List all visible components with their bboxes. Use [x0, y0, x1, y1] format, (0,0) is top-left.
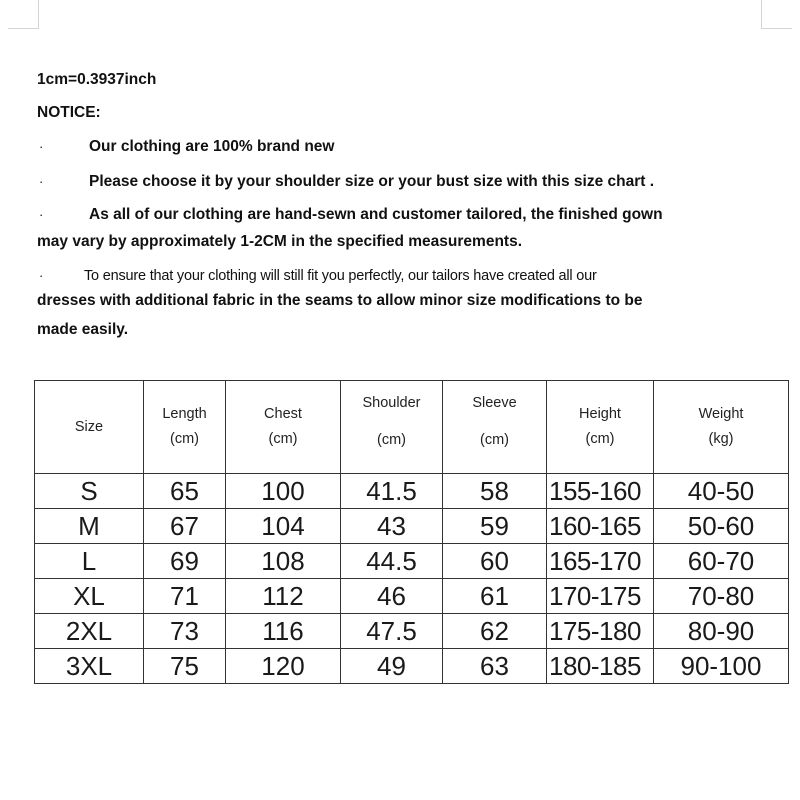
sleeve-cell: 63 — [443, 649, 547, 684]
weight-cell: 40-50 — [654, 474, 789, 509]
size-cell: S — [35, 474, 144, 509]
table-row — [35, 649, 789, 684]
height-cell: 175-180 — [547, 614, 654, 649]
notice-text: To ensure that your clothing will still fit you perfectly, our tailors have created all our — [84, 268, 597, 284]
bullet-icon: · — [39, 268, 44, 283]
shoulder-cell: 46 — [341, 579, 443, 614]
sleeve-cell: 59 — [443, 509, 547, 544]
sleeve-cell: 60 — [443, 544, 547, 579]
column-header-length — [144, 381, 226, 474]
size-cell: XL — [35, 579, 144, 614]
column-header-label: Weight — [698, 406, 744, 422]
column-header-unit: (cm) — [585, 431, 615, 447]
weight-cell: 80-90 — [654, 614, 789, 649]
height-cell: 170-175 — [547, 579, 654, 614]
table-row — [35, 509, 789, 544]
sleeve-cell: 58 — [443, 474, 547, 509]
height-cell: 160-165 — [547, 509, 654, 544]
bullet-icon: · — [39, 207, 44, 222]
column-header-label: Size — [74, 418, 104, 435]
chest-cell: 108 — [226, 544, 341, 579]
height-cell: 165-170 — [547, 544, 654, 579]
height-cell: 180-185 — [547, 649, 654, 684]
bullet-icon: · — [39, 139, 44, 154]
table-row — [35, 579, 789, 614]
column-header-label: Height — [579, 406, 621, 422]
chest-cell: 100 — [226, 474, 341, 509]
shoulder-cell: 47.5 — [341, 614, 443, 649]
column-header-unit: (cm) — [268, 431, 298, 447]
size-cell: 3XL — [35, 649, 144, 684]
length-cell: 75 — [144, 649, 226, 684]
size-cell: M — [35, 509, 144, 544]
notice-text-continued: dresses with additional fabric in the seams to allow minor size modifications to be — [37, 292, 643, 309]
notice-heading: NOTICE: — [37, 104, 101, 121]
length-cell: 69 — [144, 544, 226, 579]
column-header-size — [35, 381, 144, 474]
table-row — [35, 614, 789, 649]
size-cell: L — [35, 544, 144, 579]
column-header-unit: (cm) — [170, 431, 199, 447]
column-header-height — [547, 381, 654, 474]
height-cell: 155-160 — [547, 474, 654, 509]
chest-cell: 112 — [226, 579, 341, 614]
size-chart-table — [34, 380, 789, 684]
notice-text-continued: made easily. — [37, 321, 129, 338]
column-header-chest — [226, 381, 341, 474]
shoulder-cell: 41.5 — [341, 474, 443, 509]
chest-cell: 120 — [226, 649, 341, 684]
column-header-label: Length — [162, 406, 207, 422]
table-row — [35, 474, 789, 509]
bullet-icon: · — [39, 174, 44, 189]
length-cell: 67 — [144, 509, 226, 544]
chest-cell: 104 — [226, 509, 341, 544]
weight-cell: 90-100 — [654, 649, 789, 684]
page-corner-mark — [761, 0, 792, 29]
length-cell: 65 — [144, 474, 226, 509]
column-header-sleeve — [443, 381, 547, 474]
shoulder-cell: 43 — [341, 509, 443, 544]
sleeve-cell: 61 — [443, 579, 547, 614]
length-cell: 73 — [144, 614, 226, 649]
shoulder-cell: 44.5 — [341, 544, 443, 579]
weight-cell: 50-60 — [654, 509, 789, 544]
notice-text: Our clothing are 100% brand new — [89, 138, 335, 155]
page-corner-mark — [8, 0, 39, 29]
column-header-unit: (cm) — [377, 432, 406, 448]
unit-conversion-note: 1cm=0.3937inch — [37, 71, 157, 88]
column-header-label: Sleeve — [472, 395, 517, 411]
table-header-row — [35, 381, 789, 474]
table-row — [35, 544, 789, 579]
size-cell: 2XL — [35, 614, 144, 649]
notice-text: As all of our clothing are hand-sewn and customer tailored, the finished gown — [89, 206, 663, 223]
shoulder-cell: 49 — [341, 649, 443, 684]
length-cell: 71 — [144, 579, 226, 614]
notice-text: Please choose it by your shoulder size or your bust size with this size chart . — [89, 173, 655, 190]
column-header-unit: (cm) — [480, 432, 509, 448]
chest-cell: 116 — [226, 614, 341, 649]
weight-cell: 60-70 — [654, 544, 789, 579]
column-header-label: Shoulder — [362, 395, 421, 411]
column-header-label: Chest — [264, 406, 302, 422]
column-header-shoulder — [341, 381, 443, 474]
sleeve-cell: 62 — [443, 614, 547, 649]
weight-cell: 70-80 — [654, 579, 789, 614]
column-header-weight — [654, 381, 789, 474]
notice-text-continued: may vary by approximately 1-2CM in the specified measurements. — [37, 233, 522, 250]
column-header-unit: (kg) — [708, 431, 734, 447]
